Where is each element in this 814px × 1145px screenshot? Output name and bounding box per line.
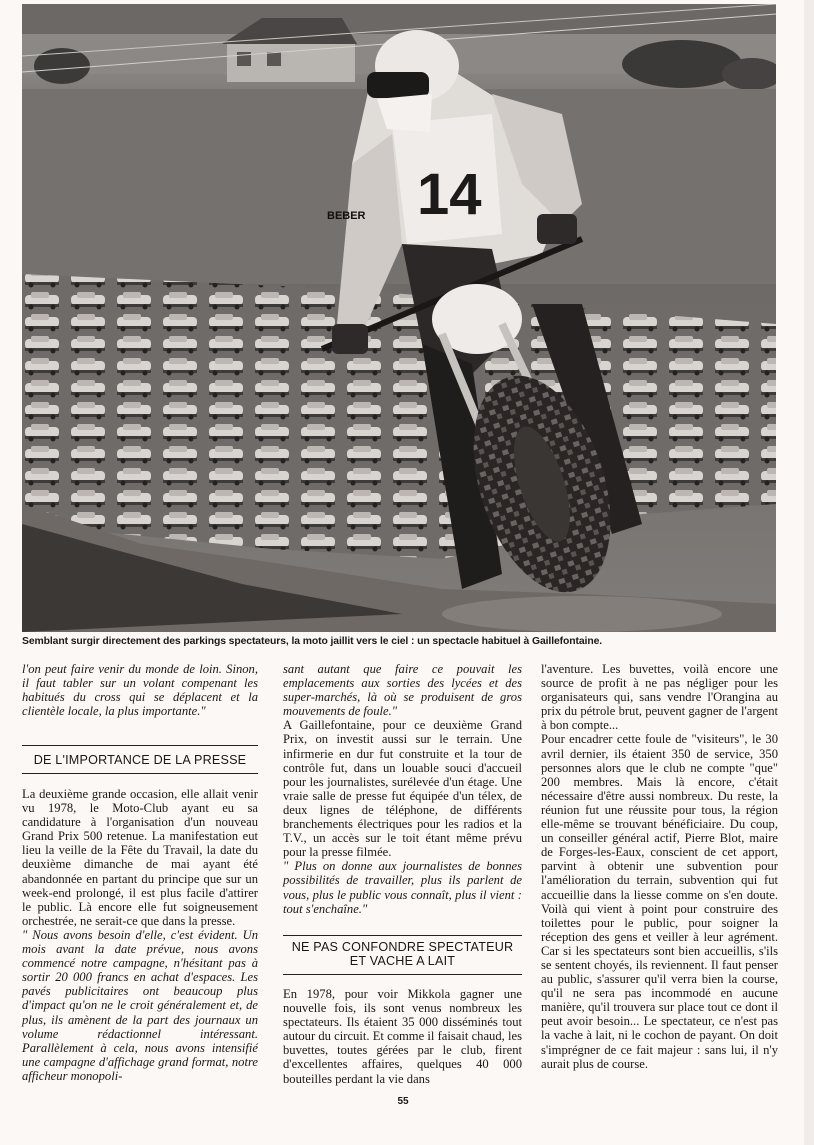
section-heading-spectateur xyxy=(283,935,522,975)
heading-line-2: ET VACHE A LAIT xyxy=(349,954,456,968)
quote-presse: " Nous avons besoin d'elle, c'est évident. Un mois avant la date prévue, nous avons commencé notre campagne, n'hésitant pas à sortir 20 000 francs en achat d'espaces. Les pavés publicitaires ont beaucoup plus d'impact qu'on ne le croit généralement et, de plus, ils amènent de la part des journaux un volume rédactionnel intéressant. Parallèlement à cela, nous avons intensifié une campagne d'affichage grand format, notre afficheur monopoli- xyxy=(22,927,258,1083)
paragraph-buvettes: l'aventure. Les buvettes, voilà encore une source de profit à ne pas négliger pour les organisateurs qui, sans vendre l'Orangina au prix du pétrole brut, peuvent gagner de l'argent à bon compte... xyxy=(541,662,778,733)
paragraph-gaillefontaine: A Gaillefontaine, pour ce deuxième Grand Prix, on investit aussi sur le terrain. Une infirmerie en dur fut construite et la tour de contrôle fut, dans un louable souci d'accueil pour les journalistes, surélevée d'un étage. Une vraie salle de presse fut équipée d'un télex, de deux lignes de téléphone, de différents branchements électriques pour les radios et la T.V., un accès sur le toit étant même prévu pour la presse filmée. xyxy=(283,718,522,860)
quote-journalistes: " Plus on donne aux journalistes de bonnes possibilités de travailler, plus ils parlent de vous, plus le public vous connaît, plus il vient : tout s'enchaîne." xyxy=(283,859,522,916)
paragraph-visiteurs: Pour encadrer cette foule de "visiteurs", le 30 avril dernier, ils étaient 350 de service, 350 personnes alors que le club ne compte "que" 200 membres. Mais là encore, c'était nécessaire d'être aussi nombreux. Du reste, la réunion fut une réussite pour tous, la région elle-même se trouvant bénéficiaire. Du coup, un conseiller général actif, Pierre Blot, maire de Forges-les-Eaux, conscient de cet apport, parvint à obtenir une subvention pour l'amélioration du terrain, subvention qui fut accueillie dans la liesse comme on s'en doute. Voilà qui vient à point pour construire des toilettes pour le public, pour soigner la réception des gens et veiller à leur agrément. Car si les spectateurs sont bien accueillis, s'ils se sentent choyés, ils reviennent. Il faut penser au public, s'assurer qu'il verra bien la course, qu'il ne sera pas incommodé en aucune manière, qu'il trouvera sur place tout ce dont il peut avoir besoin... Le spectateur, ce n'est pas la vache à lait, ni le cochon de payant. On doit s'imprégner de ce fait majeur : sans lui, il n'y aurait plus de course. xyxy=(541,732,778,1071)
paragraph-1978: En 1978, pour voir Mikkola gagner une nouvelle fois, ils sont venus nombreux les spectateurs. Ils étaient 35 000 disséminés tout autour du circuit. Et comme il faisait chaud, les buvettes, toutes gérées par le club, firent d'excellentes affaires, quelques 40 000 bouteilles perdant la vie dans xyxy=(283,987,522,1086)
intro-quote-end: l'on peut faire venir du monde de loin. Sinon, il faut tabler sur un volant compenant les habitués du cross qui se déplacent et la clientèle locale, la plus importante." xyxy=(22,662,258,719)
page-number: 55 xyxy=(397,1096,409,1107)
photo-caption: Semblant surgir directement des parkings spectateurs, la moto jaillit vers le ciel : un spectacle habituel à Gaillefontaine. xyxy=(22,636,603,647)
paragraph-grand-prix: La deuxième grande occasion, elle allait venir vu 1978, le Moto-Club ayant eu sa candidature à l'organisation d'un nouveau Grand Prix 500 retenue. La manifestation eut lieu la veille de la Fête du Travail, la date du deuxième dimanche de mai ayant été abandonnée en partant du principe que sur un week-end prolongé, il est plus facile d'attirer le public. Là encore elle fut soigneusement orchestrée, ne serait-ce que dans la presse. xyxy=(22,787,258,928)
column-2-body xyxy=(283,987,522,1086)
motocross-photo xyxy=(22,4,776,632)
section-heading-presse: DE L'IMPORTANCE DE LA PRESSE xyxy=(22,745,258,774)
quote-continuation: sant autant que faire ce pouvait les emplacements aux sorties des lycées et des super-marchés, là où se produisent de gros mouvements de foule." xyxy=(283,662,522,719)
column-1 xyxy=(22,662,258,718)
column-3 xyxy=(541,662,778,1071)
column-1-body xyxy=(22,787,258,1083)
column-2 xyxy=(283,662,522,916)
bib-number: 14 xyxy=(417,162,482,227)
page-edge xyxy=(804,0,814,1145)
sleeve-sponsor: BEBER xyxy=(327,210,366,222)
heading-line-1: NE PAS CONFONDRE SPECTATEUR xyxy=(291,940,514,954)
